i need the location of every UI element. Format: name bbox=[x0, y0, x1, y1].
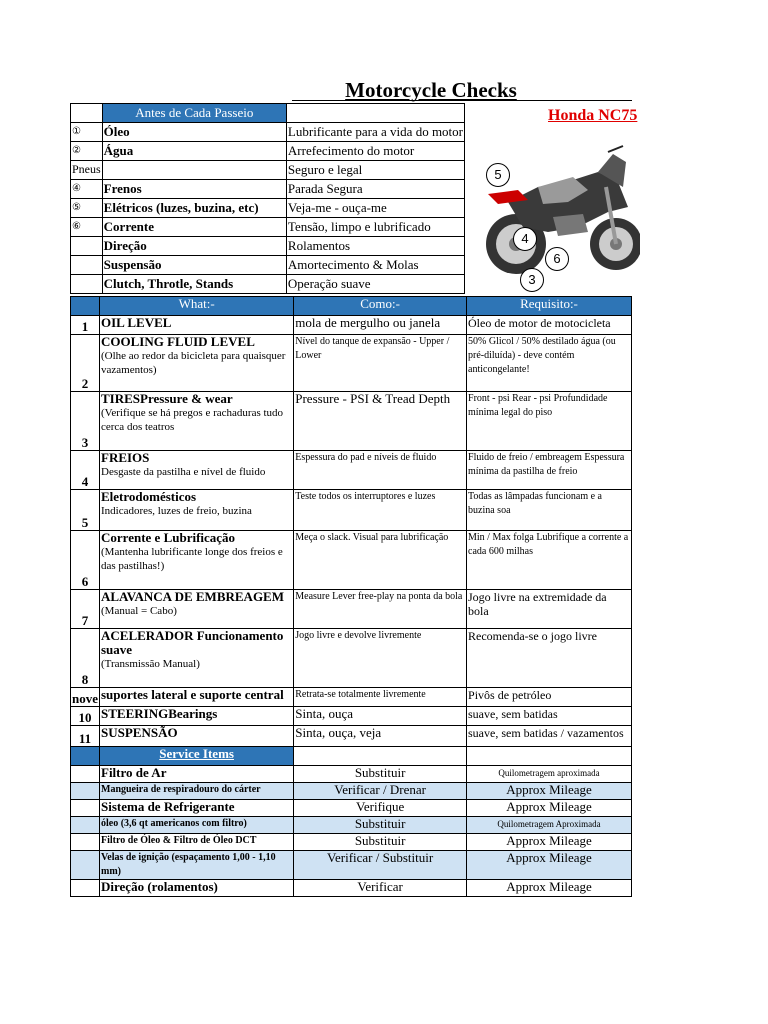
check-title: Corrente e Lubrificação bbox=[101, 530, 236, 545]
item-desc: Veja-me - ouça-me bbox=[286, 199, 464, 218]
check-how: Jogo livre e devolve livremente bbox=[294, 629, 467, 688]
pre-ride-header: Antes de Cada Passeio bbox=[102, 104, 286, 123]
service-item: Direção (rolamentos) bbox=[100, 880, 294, 897]
callout-5: 5 bbox=[486, 163, 510, 187]
service-mileage: Approx Mileage bbox=[467, 800, 632, 817]
check-requirement: Recomenda-se o jogo livre bbox=[467, 629, 632, 688]
item-name: Corrente bbox=[102, 218, 286, 237]
service-marker bbox=[71, 834, 100, 851]
service-mileage: Quilometragem Aproximada bbox=[467, 817, 632, 834]
check-subtitle: Desgaste da pastilha e nível de fluido bbox=[101, 466, 266, 478]
service-item: Filtro de Óleo & Filtro de Óleo DCT bbox=[100, 834, 294, 851]
pre-ride-table bbox=[70, 103, 465, 294]
page-title: Motorcycle Checks bbox=[345, 78, 517, 102]
item-name: Elétricos (luzes, buzina, etc) bbox=[102, 199, 286, 218]
service-item: Filtro de Ar bbox=[100, 766, 294, 783]
pre-ride-row bbox=[71, 180, 465, 199]
check-number: 1 bbox=[71, 316, 100, 335]
row-marker: ② bbox=[71, 142, 103, 161]
check-row bbox=[71, 392, 632, 451]
pre-ride-row bbox=[71, 237, 465, 256]
service-mileage: Quilometragem aproximada bbox=[467, 766, 632, 783]
service-row bbox=[71, 766, 632, 783]
requirement-header: Requisito:- bbox=[467, 297, 632, 316]
check-requirement: Fluido de freio / embreagem Espessura mínima da pastilha de freio bbox=[467, 451, 632, 490]
row-marker bbox=[71, 275, 103, 294]
pre-ride-row bbox=[71, 142, 465, 161]
service-mileage: Approx Mileage bbox=[467, 783, 632, 800]
service-header: Service Items bbox=[100, 747, 294, 766]
row-marker bbox=[71, 256, 103, 275]
checks-table bbox=[70, 296, 632, 897]
item-desc: Parada Segura bbox=[286, 180, 464, 199]
service-row bbox=[71, 834, 632, 851]
check-subtitle: (Mantenha lubrificante longe dos freios e das pastilhas!) bbox=[101, 546, 283, 572]
check-how: Retrata-se totalmente livremente bbox=[294, 688, 467, 707]
check-how: Teste todos os interruptores e luzes bbox=[294, 490, 467, 531]
check-requirement: Óleo de motor de motocicleta bbox=[467, 316, 632, 335]
service-row bbox=[71, 800, 632, 817]
service-row bbox=[71, 783, 632, 800]
service-action: Verifique bbox=[294, 800, 467, 817]
check-title: OIL LEVEL bbox=[101, 315, 172, 330]
pre-ride-row bbox=[71, 275, 465, 294]
brand-label: Honda NC75 bbox=[548, 107, 638, 124]
check-number: nove bbox=[71, 688, 100, 707]
check-what bbox=[100, 316, 294, 335]
check-row bbox=[71, 316, 632, 335]
check-row bbox=[71, 707, 632, 726]
check-number: 6 bbox=[71, 531, 100, 590]
check-title: TIRESPressure & wear bbox=[101, 391, 233, 406]
check-what bbox=[100, 392, 294, 451]
service-marker bbox=[71, 817, 100, 834]
check-title: Eletrodomésticos bbox=[101, 489, 197, 504]
item-desc: Seguro e legal bbox=[286, 161, 464, 180]
check-number: 8 bbox=[71, 629, 100, 688]
how-header: Como:- bbox=[294, 297, 467, 316]
check-title: ALAVANCA DE EMBREAGEM bbox=[101, 589, 284, 604]
check-title: STEERINGBearings bbox=[101, 706, 218, 721]
service-item: Mangueira de respiradouro do cárter bbox=[100, 783, 294, 800]
service-mileage: Approx Mileage bbox=[467, 880, 632, 897]
check-what bbox=[100, 629, 294, 688]
check-title: SUSPENSÃO bbox=[101, 725, 178, 740]
check-number: 7 bbox=[71, 590, 100, 629]
check-how: Sinta, ouça, veja bbox=[294, 726, 467, 747]
check-what bbox=[100, 688, 294, 707]
check-what bbox=[100, 451, 294, 490]
check-number: 11 bbox=[71, 726, 100, 747]
check-subtitle: (Olhe ao redor da bicicleta para quaisquer vazamentos) bbox=[101, 350, 286, 376]
check-what bbox=[100, 590, 294, 629]
pre-ride-row bbox=[71, 199, 465, 218]
row-marker bbox=[71, 237, 103, 256]
item-desc: Operação suave bbox=[286, 275, 464, 294]
item-desc: Amortecimento & Molas bbox=[286, 256, 464, 275]
check-what bbox=[100, 707, 294, 726]
row-marker: ⑥ bbox=[71, 218, 103, 237]
item-desc: Lubrificante para a vida do motor bbox=[286, 123, 464, 142]
row-marker: ① bbox=[71, 123, 103, 142]
pre-ride-row bbox=[71, 161, 465, 180]
item-desc: Tensão, limpo e lubrificado bbox=[286, 218, 464, 237]
check-how: Pressure - PSI & Tread Depth bbox=[294, 392, 467, 451]
check-how: Espessura do pad e níveis de fluido bbox=[294, 451, 467, 490]
what-header: What:- bbox=[100, 297, 294, 316]
item-desc: Arrefecimento do motor bbox=[286, 142, 464, 161]
item-name: Clutch, Throtle, Stands bbox=[102, 275, 286, 294]
check-subtitle: Indicadores, luzes de freio, buzina bbox=[101, 505, 252, 517]
check-row bbox=[71, 531, 632, 590]
service-mileage: Approx Mileage bbox=[467, 834, 632, 851]
service-row bbox=[71, 880, 632, 897]
check-title: ACELERADOR Funcionamento suave bbox=[101, 628, 284, 657]
service-row bbox=[71, 851, 632, 880]
check-number: 10 bbox=[71, 707, 100, 726]
check-what bbox=[100, 726, 294, 747]
check-how: Sinta, ouça bbox=[294, 707, 467, 726]
check-how: mola de mergulho ou janela bbox=[294, 316, 467, 335]
check-requirement: suave, sem batidas / vazamentos bbox=[467, 726, 632, 747]
check-how: Nível do tanque de expansão - Upper / Lower bbox=[294, 335, 467, 392]
check-number: 3 bbox=[71, 392, 100, 451]
item-name: Água bbox=[102, 142, 286, 161]
service-item: óleo (3,6 qt americanos com filtro) bbox=[100, 817, 294, 834]
service-marker bbox=[71, 800, 100, 817]
service-marker bbox=[71, 766, 100, 783]
item-name: Frenos bbox=[102, 180, 286, 199]
item-name: Óleo bbox=[102, 123, 286, 142]
service-row bbox=[71, 817, 632, 834]
check-subtitle: (Verifique se há pregos e rachaduras tudo cerca dos teatros bbox=[101, 407, 284, 433]
check-requirement: Jogo livre na extremidade da bola bbox=[467, 590, 632, 629]
check-title: suportes lateral e suporte central bbox=[101, 687, 284, 702]
check-row bbox=[71, 490, 632, 531]
check-row bbox=[71, 688, 632, 707]
check-what bbox=[100, 531, 294, 590]
check-subtitle: (Transmissão Manual) bbox=[101, 658, 200, 670]
check-row bbox=[71, 726, 632, 747]
service-marker bbox=[71, 783, 100, 800]
callout-4: 4 bbox=[513, 227, 537, 251]
service-action: Verificar / Drenar bbox=[294, 783, 467, 800]
check-title: COOLING FLUID LEVEL bbox=[101, 334, 255, 349]
row-marker: ⑤ bbox=[71, 199, 103, 218]
item-name bbox=[102, 161, 286, 180]
check-number: 2 bbox=[71, 335, 100, 392]
service-marker bbox=[71, 880, 100, 897]
item-name: Direção bbox=[102, 237, 286, 256]
check-how: Measure Lever free-play na ponta da bola bbox=[294, 590, 467, 629]
check-requirement: Min / Max folga Lubrifique a corrente a cada 600 milhas bbox=[467, 531, 632, 590]
item-name: Suspensão bbox=[102, 256, 286, 275]
check-number: 5 bbox=[71, 490, 100, 531]
check-row bbox=[71, 451, 632, 490]
check-what bbox=[100, 490, 294, 531]
title-rule bbox=[292, 100, 632, 101]
service-action: Verificar bbox=[294, 880, 467, 897]
service-action: Verificar / Substituir bbox=[294, 851, 467, 880]
service-marker bbox=[71, 851, 100, 880]
service-action: Substituir bbox=[294, 766, 467, 783]
check-row bbox=[71, 629, 632, 688]
check-requirement: Front - psi Rear - psi Profundidade mínima legal do piso bbox=[467, 392, 632, 451]
item-desc: Rolamentos bbox=[286, 237, 464, 256]
check-requirement: 50% Glicol / 50% destilado água (ou pré-diluída) - deve contém anticongelante! bbox=[467, 335, 632, 392]
check-row bbox=[71, 335, 632, 392]
service-action: Substituir bbox=[294, 817, 467, 834]
service-item: Sistema de Refrigerante bbox=[100, 800, 294, 817]
check-what bbox=[100, 335, 294, 392]
check-how: Meça o slack. Visual para lubrificação bbox=[294, 531, 467, 590]
check-requirement: Todas as lâmpadas funcionam e a buzina soa bbox=[467, 490, 632, 531]
check-subtitle: (Manual = Cabo) bbox=[101, 605, 177, 617]
pre-ride-row bbox=[71, 218, 465, 237]
service-item: Velas de ignição (espaçamento 1,00 - 1,10 mm) bbox=[100, 851, 294, 880]
check-row bbox=[71, 590, 632, 629]
service-action: Substituir bbox=[294, 834, 467, 851]
callout-3: 3 bbox=[520, 268, 544, 292]
pre-ride-row bbox=[71, 123, 465, 142]
check-requirement: suave, sem batidas bbox=[467, 707, 632, 726]
check-number: 4 bbox=[71, 451, 100, 490]
check-requirement: Pivôs de petróleo bbox=[467, 688, 632, 707]
callout-6: 6 bbox=[545, 247, 569, 271]
service-mileage: Approx Mileage bbox=[467, 851, 632, 880]
row-marker: ④ bbox=[71, 180, 103, 199]
pre-ride-row bbox=[71, 256, 465, 275]
check-title: FREIOS bbox=[101, 450, 150, 465]
row-marker: Pneus bbox=[71, 161, 103, 180]
